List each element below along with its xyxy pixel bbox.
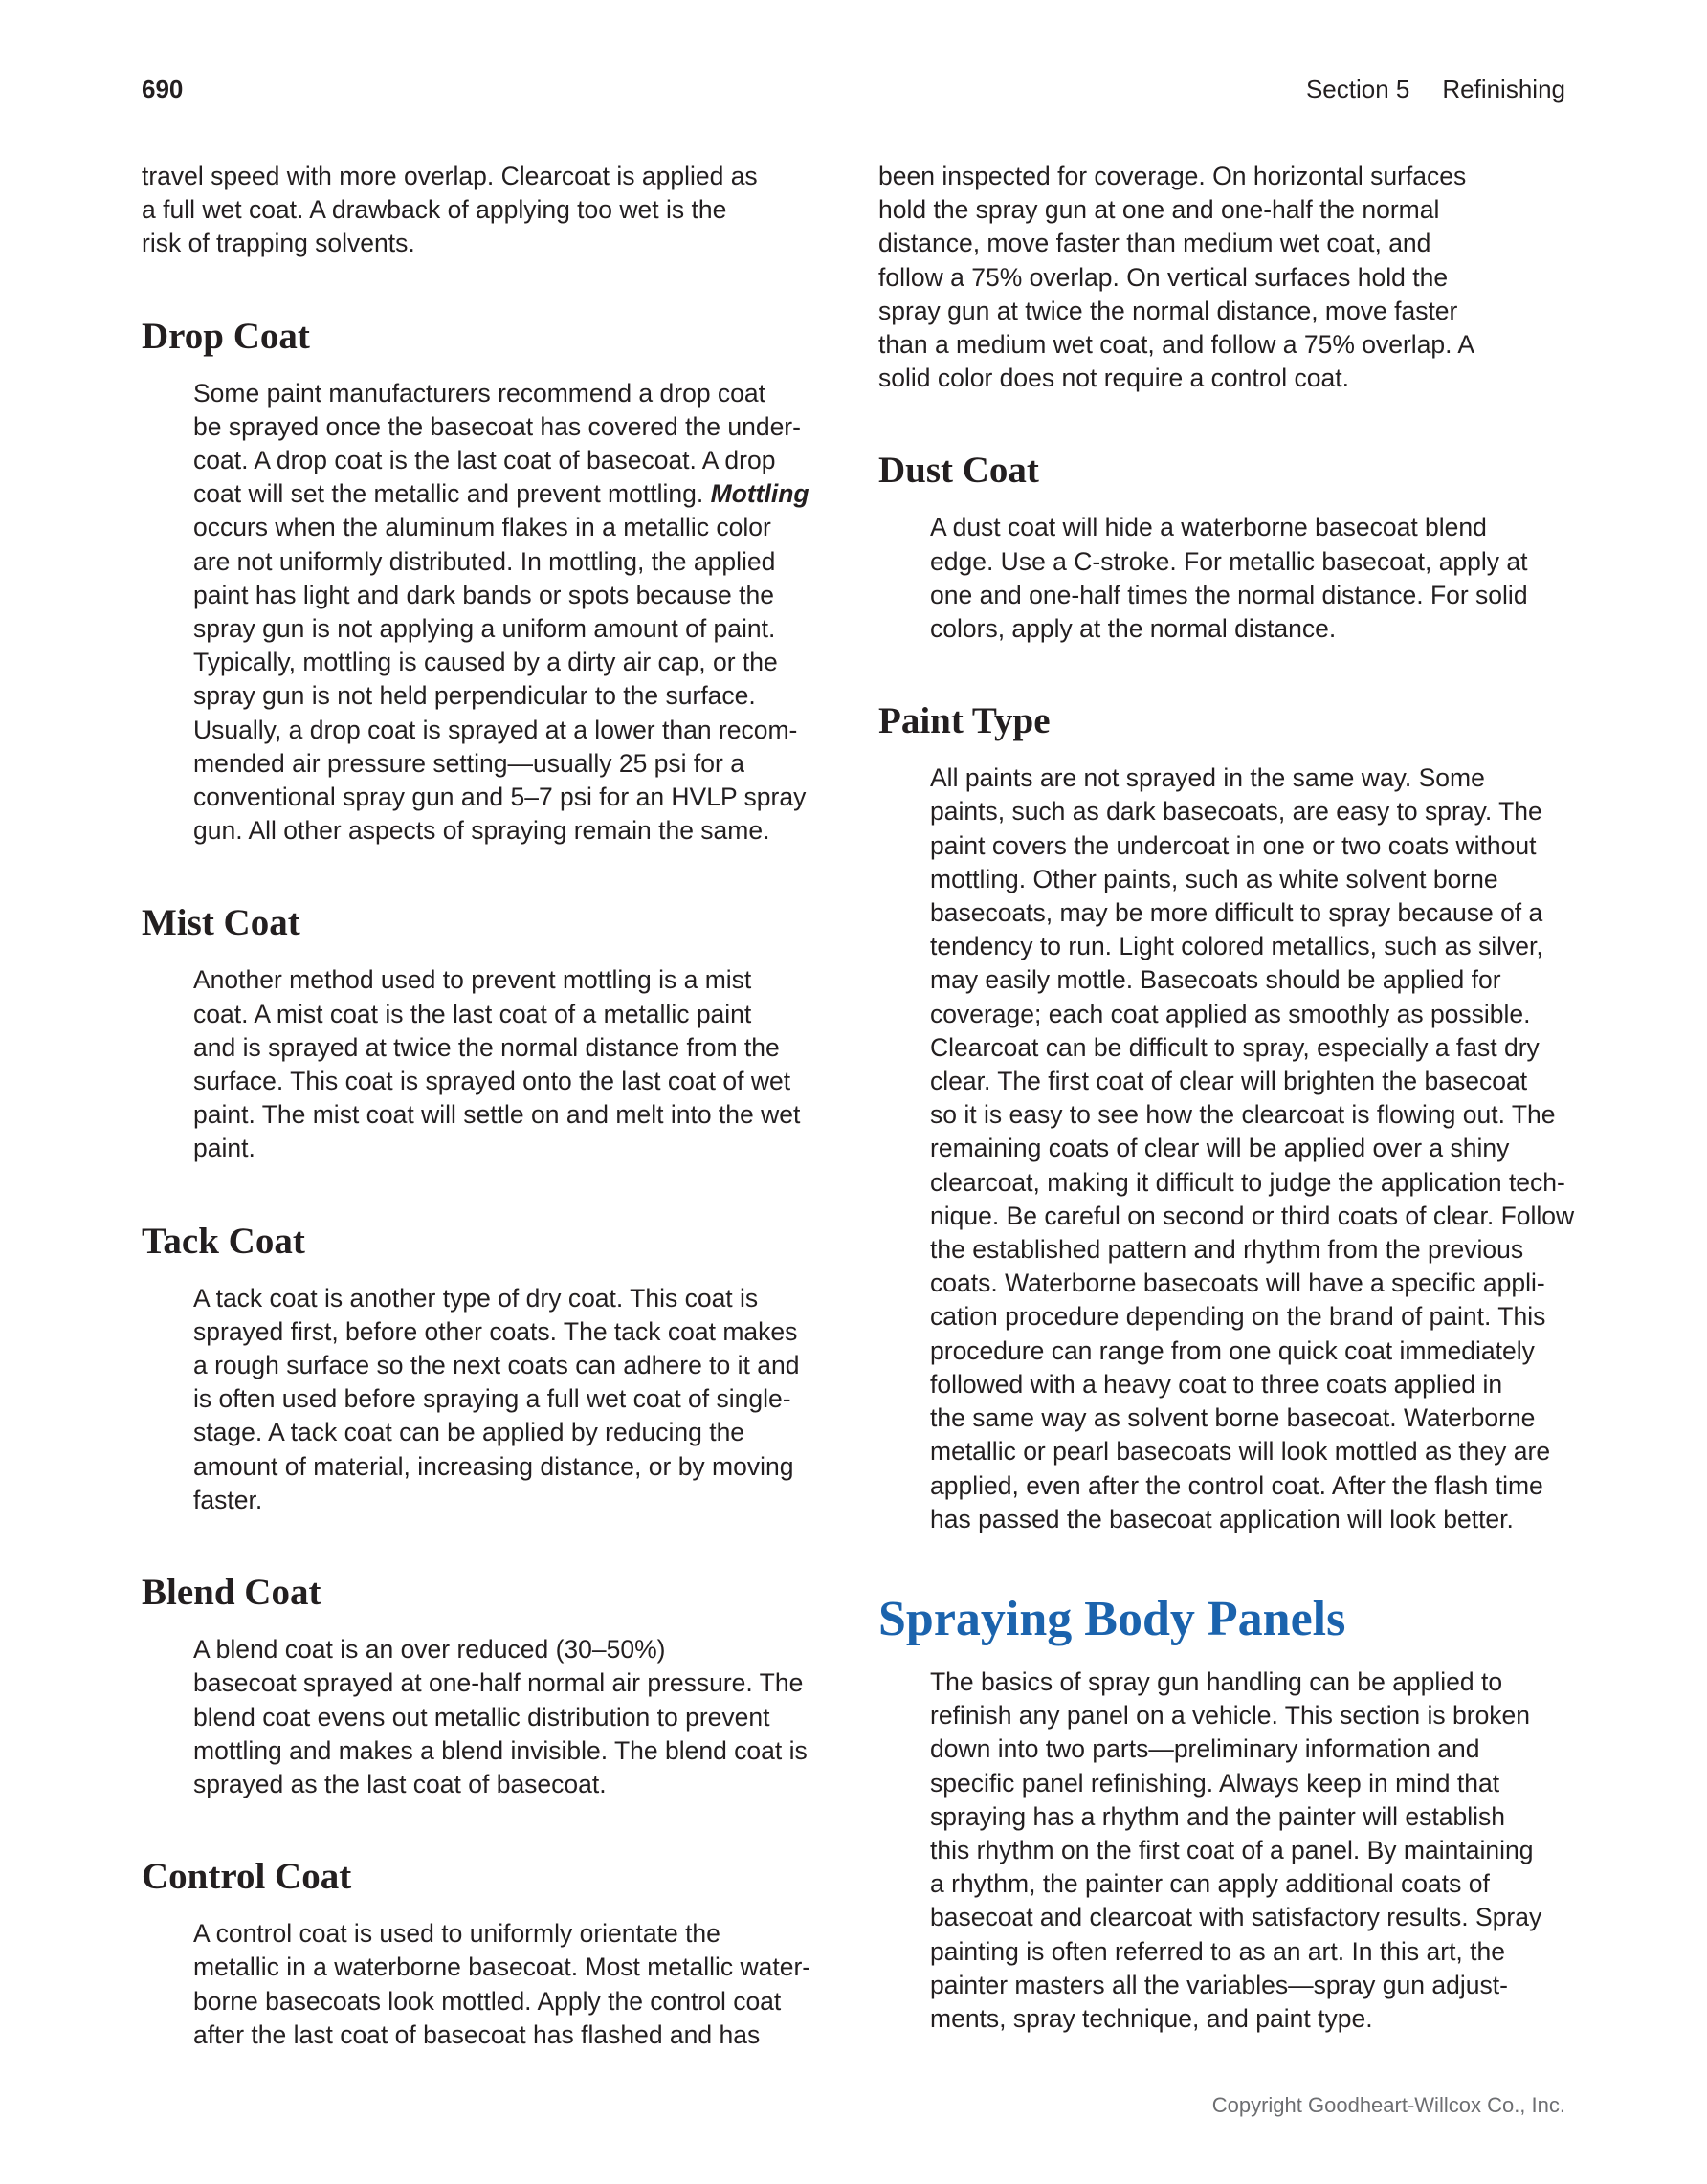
heading-spraying-body-panels: Spraying Body Panels bbox=[878, 1591, 1346, 1646]
page-header bbox=[142, 75, 1565, 113]
left-column bbox=[142, 160, 831, 2052]
heading-dust-coat: Dust Coat bbox=[878, 450, 1039, 492]
spraying-body-panels-paragraph: The basics of spray gun handling can be applied to refinish any panel on a vehicle. This section is broken down into two parts—preliminary information and specific panel refinishing. Always keep in mind that spraying has a rhythm and the painter will establish this rhythm on the first coat of a panel. By maintaining a rhythm, the painter can apply additional coats of basecoat and clearcoat with satisfactory results. Spray painting is often referred to as an art. In this art, the painter masters all the variables—spray gun adjust- ments, spray technique, and paint type. bbox=[930, 1666, 1542, 2033]
heading-mist-coat: Mist Coat bbox=[142, 902, 300, 944]
mottling-line: coat will set the metallic and prevent mottling. Mottling bbox=[193, 479, 809, 509]
tack-coat-paragraph: A tack coat is another type of dry coat. This coat is sprayed first, before other coats. The tack coat makes a rough surface so the next coats can adhere to it and is often used before spraying a full wet coat of single- stage. A tack coat can be applied by reducing the amount of material, increasing distance, or by moving faster. bbox=[193, 1283, 800, 1514]
paint-type-paragraph: All paints are not sprayed in the same way. Some paints, such as dark basecoats, are easy to spray. The paint covers the undercoat in one or two coats without mottling. Other paints, such as white solvent borne basecoats, may be more difficult to spray because of a tendency to run. Light colored metallics, such as silver, may easily mottle. Basecoats should be applied for coverage; each coat applied as smoothly as possible. Clearcoat can be difficult to spray, especially a fast dry clear. The first coat of clear will brighten the basecoat so it is easy to see how the clearcoat is flowing out. The remaining coats of clear will be applied over a shiny clearcoat, making it difficult to judge the application tech- nique. Be careful on second or third coats of clear. Follow the established pattern and rhythm from the previous coats. Waterborne basecoats will have a specific appli- cation procedure depending on the brand of paint. This procedure can range from one quick coat immediately followed with a heavy coat to three coats applied in the same way as solvent borne basecoat. Waterborne metallic or pearl basecoats will look mottled as they are applied, even after the control coat. After the flash time has passed the basecoat application will look better. bbox=[930, 763, 1575, 1533]
heading-drop-coat: Drop Coat bbox=[142, 315, 310, 357]
mottling-term: Mottling bbox=[710, 479, 809, 509]
mist-coat-paragraph: Another method used to prevent mottling is a mist coat. A mist coat is the last coat of a metallic paint and is sprayed at twice the normal distance from the surface. This coat is sprayed onto the last coat of wet paint. The mist coat will settle on and melt into the wet paint. bbox=[193, 965, 801, 1163]
heading-control-coat: Control Coat bbox=[142, 1856, 352, 1898]
control-coat-continued-paragraph: been inspected for coverage. On horizontal surfaces hold the spray gun at one and one-half the normal distance, move faster than medium wet coat, and follow a 75% overlap. On vertical surfaces hold the spray gun at twice the normal distance, move faster than a medium wet coat, and follow a 75% overlap. A solid color does not require a control coat. bbox=[878, 162, 1475, 393]
running-head bbox=[1306, 75, 1565, 104]
drop-coat-paragraph: Some paint manufacturers recommend a drop coat be sprayed once the basecoat has covered the under- coat. A drop coat is the last coat of basecoat. A drop coat will set the metallic and prevent mottling. Mottling occurs when the aluminum flakes in a metallic color are not uniformly distributed. In mottling, the applied paint has light and dark bands or spots because the spray gun is not applying a uniform amount of paint. Typically, mottling is caused by a dirty air cap, or the spray gun is not held perpendicular to the surface. Usually, a drop coat is sprayed at a lower than recom- mended air pressure setting—usually 25 psi for a conventional spray gun and 5–7 psi for an HVLP spray gun. All other aspects of spraying remain the same. bbox=[142, 377, 831, 849]
chapter-label: Refinishing bbox=[1442, 75, 1565, 103]
copyright-notice: Copyright Goodheart-Willcox Co., Inc. bbox=[1211, 2093, 1565, 2117]
heading-paint-type: Paint Type bbox=[878, 700, 1051, 742]
heading-blend-coat: Blend Coat bbox=[142, 1572, 321, 1614]
heading-tack-coat: Tack Coat bbox=[142, 1220, 305, 1262]
page-number: 690 bbox=[142, 75, 184, 103]
intro-paragraph: travel speed with more overlap. Clearcoat is applied as a full wet coat. A drawback of applying too wet is the risk of trapping solvents. bbox=[142, 162, 758, 258]
section-label: Section 5 bbox=[1305, 75, 1410, 103]
dust-coat-paragraph: A dust coat will hide a waterborne basecoat blend edge. Use a C-stroke. For metallic basecoat, apply at one and one-half times the normal distance. For solid colors, apply at the normal distance. bbox=[930, 513, 1528, 644]
right-column bbox=[878, 160, 1575, 2036]
control-coat-paragraph: A control coat is used to uniformly orientate the metallic in a waterborne basecoat. Most metallic water- borne basecoats look mottled. Apply the control coat after the last coat of basecoat has flashed and has bbox=[193, 1919, 811, 2049]
blend-coat-paragraph: A blend coat is an over reduced (30–50%) basecoat sprayed at one-half normal air pressure. The blend coat evens out metallic distribution to prevent mottling and makes a blend invisible. The blend coat is sprayed as the last coat of basecoat. bbox=[193, 1635, 808, 1798]
